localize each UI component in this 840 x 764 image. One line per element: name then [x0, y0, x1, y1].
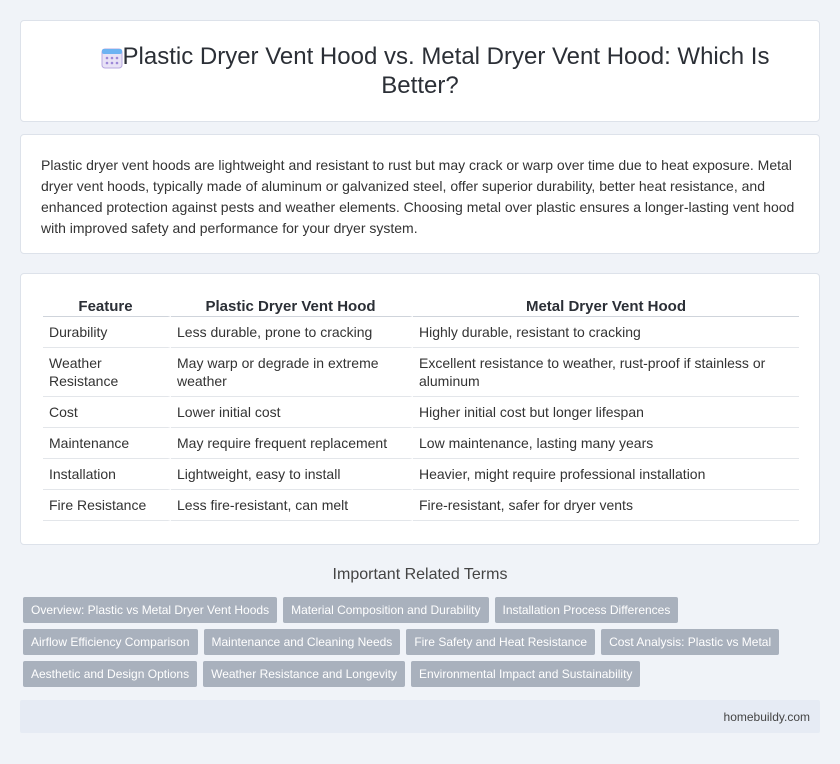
table-cell: Weather Resistance — [43, 348, 171, 397]
table-cell: Cost — [43, 397, 171, 428]
related-term-tag[interactable]: Environmental Impact and Sustainability — [411, 661, 640, 687]
table-row — [43, 348, 799, 397]
table-cell: Installation — [43, 459, 171, 490]
table-row — [43, 317, 799, 348]
related-term-tag[interactable]: Maintenance and Cleaning Needs — [204, 629, 401, 655]
table-cell: Low maintenance, lasting many years — [413, 428, 799, 459]
header-feature: Feature — [43, 294, 171, 317]
table-cell: Highly durable, resistant to cracking — [413, 317, 799, 348]
page-title: Plastic Dryer Vent Hood vs. Metal Dryer Vent Hood: Which Is Better? — [122, 43, 770, 99]
table-cell: May warp or degrade in extreme weather — [171, 348, 413, 397]
comparison-table-card — [20, 273, 820, 545]
table-cell: Heavier, might require professional installation — [413, 459, 799, 490]
related-term-tag[interactable]: Cost Analysis: Plastic vs Metal — [601, 629, 779, 655]
footer — [20, 700, 820, 733]
related-term-tag[interactable]: Aesthetic and Design Options — [23, 661, 197, 687]
table-cell: Fire-resistant, safer for dryer vents — [413, 490, 799, 521]
table-row — [43, 459, 799, 490]
comparison-table — [43, 294, 799, 521]
related-term-tag[interactable]: Material Composition and Durability — [283, 597, 488, 623]
related-terms-list — [23, 597, 823, 687]
summary-card — [20, 134, 820, 254]
related-term-tag[interactable]: Airflow Efficiency Comparison — [23, 629, 198, 655]
summary-text: Plastic dryer vent hoods are lightweight and resistant to rust but may crack or warp over time due to heat exposure. Metal dryer vent hoods, typically made of aluminum or galvanized steel, offer superior durability, better heat resistance, and enhanced protection against pests and weather elements. Choosing metal over plastic ensures a longer-lasting vent hood with improved safety and performance for your dryer system. — [41, 157, 795, 236]
footer-site-link[interactable]: homebuildy.com — [723, 710, 810, 724]
table-cell: Maintenance — [43, 428, 171, 459]
table-cell: Fire Resistance — [43, 490, 171, 521]
table-cell: Durability — [43, 317, 171, 348]
title-card — [20, 20, 820, 122]
header-metal: Metal Dryer Vent Hood — [413, 294, 799, 317]
table-cell: Higher initial cost but longer lifespan — [413, 397, 799, 428]
related-terms-heading: Important Related Terms — [332, 566, 508, 583]
table-row — [43, 428, 799, 459]
table-row — [43, 397, 799, 428]
table-cell: May require frequent replacement — [171, 428, 413, 459]
related-term-tag[interactable]: Fire Safety and Heat Resistance — [406, 629, 595, 655]
table-cell: Less durable, prone to cracking — [171, 317, 413, 348]
table-cell: Excellent resistance to weather, rust-proof if stainless or aluminum — [413, 348, 799, 397]
table-header-row — [43, 294, 799, 317]
table-cell: Lower initial cost — [171, 397, 413, 428]
table-cell: Less fire-resistant, can melt — [171, 490, 413, 521]
table-row — [43, 490, 799, 521]
header-plastic: Plastic Dryer Vent Hood — [171, 294, 413, 317]
related-term-tag[interactable]: Installation Process Differences — [495, 597, 679, 623]
related-term-tag[interactable]: Overview: Plastic vs Metal Dryer Vent Hoods — [23, 597, 277, 623]
table-cell: Lightweight, easy to install — [171, 459, 413, 490]
related-term-tag[interactable]: Weather Resistance and Longevity — [203, 661, 405, 687]
